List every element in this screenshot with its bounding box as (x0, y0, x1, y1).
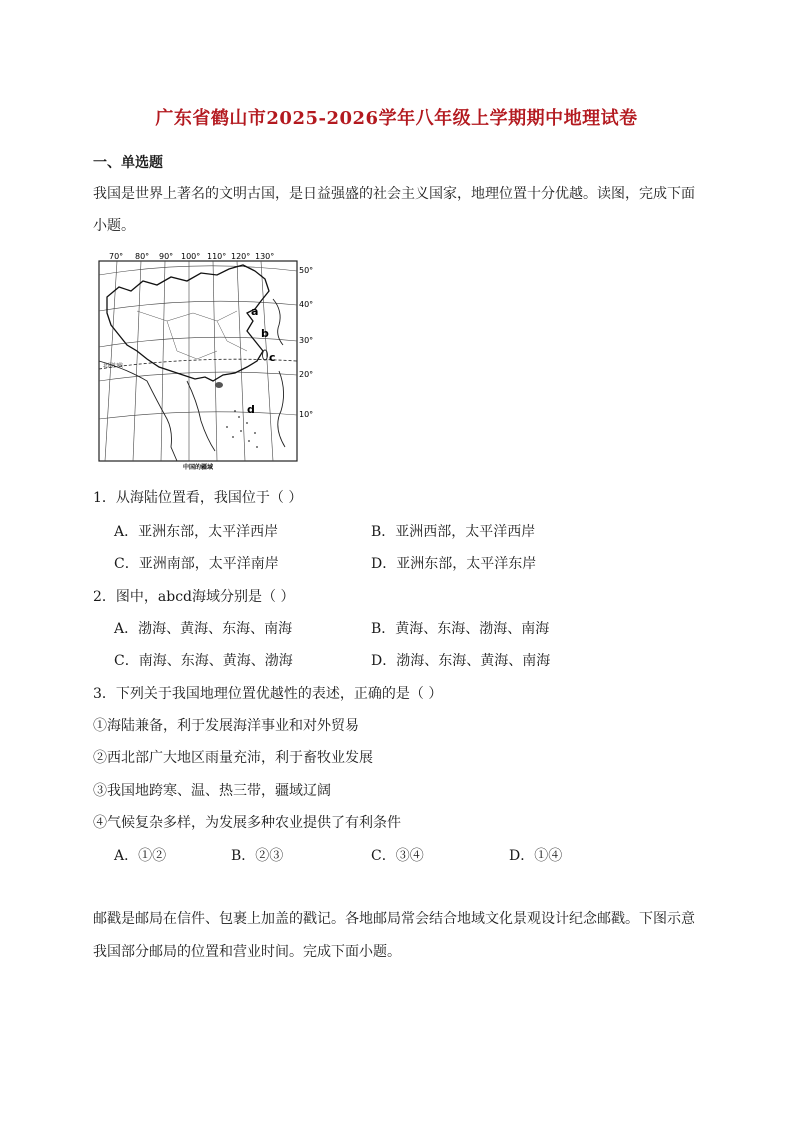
q2-option-b[interactable]: B．黄海、东海、渤海、南海 (371, 621, 550, 637)
q3-option-a[interactable]: A．①② (114, 848, 167, 864)
q1-option-a[interactable]: A．亚洲东部，太平洋西岸 (114, 524, 279, 540)
sea-label-b: b (261, 327, 269, 340)
lat-label: 50° (299, 266, 314, 275)
tropic-label: 北回归线 (103, 363, 124, 369)
lon-label: 110° (207, 252, 227, 261)
lon-label: 130° (255, 252, 275, 261)
sea-label-d: d (247, 403, 255, 416)
question-3-stem: 3．下列关于我国地理位置优越性的表述，正确的是（ ） (93, 686, 443, 702)
china-territory-map (97, 251, 316, 471)
intro-paragraph-2-line: 邮戳是邮局在信件、包裹上加盖的戳记。各地邮局常会结合地域文化景观设计纪念邮戳。下图示意 (93, 911, 695, 927)
hainan-island (215, 382, 223, 388)
lat-label: 30° (299, 336, 314, 345)
intro-paragraph-line: 小题。 (93, 218, 135, 234)
lon-label: 80° (135, 252, 150, 261)
lon-label: 120° (231, 252, 251, 261)
q3-statement-2: ②西北部广大地区雨量充沛，利于畜牧业发展 (93, 750, 373, 766)
q3-option-c[interactable]: C．③④ (371, 848, 424, 864)
intro-paragraph-line: 我国是世界上著名的文明古国，是日益强盛的社会主义国家，地理位置十分优越。读图，完成下面 (93, 186, 695, 202)
lon-label: 90° (159, 252, 174, 261)
q3-option-d[interactable]: D．①④ (509, 848, 563, 864)
intro-paragraph-2-line: 我国部分邮局的位置和营业时间。完成下面小题。 (93, 944, 401, 960)
lon-label: 70° (109, 252, 124, 261)
lat-label: 10° (299, 410, 314, 419)
q3-statement-4: ④气候复杂多样，为发展多种农业提供了有利条件 (93, 815, 401, 831)
q1-option-d[interactable]: D．亚洲东部，太平洋东岸 (371, 556, 537, 572)
q3-statement-3: ③我国地跨寒、温、热三带，疆域辽阔 (93, 783, 331, 799)
lat-label: 20° (299, 370, 314, 379)
q3-statement-1: ①海陆兼备，利于发展海洋事业和对外贸易 (93, 718, 359, 734)
map-caption: 中国的疆域 (183, 464, 214, 471)
sea-label-c: c (269, 351, 276, 364)
q2-option-c[interactable]: C．南海、东海、黄海、渤海 (114, 653, 293, 669)
q2-option-d[interactable]: D．渤海、东海、黄海、南海 (371, 653, 551, 669)
sea-label-a: a (251, 305, 259, 318)
question-2-stem: 2．图中，abcd海域分别是（ ） (93, 589, 295, 605)
q1-option-b[interactable]: B．亚洲西部，太平洋西岸 (371, 524, 536, 540)
q1-option-c[interactable]: C．亚洲南部，太平洋南岸 (114, 556, 279, 572)
q3-option-b[interactable]: B．②③ (231, 848, 284, 864)
lon-label: 100° (181, 252, 201, 261)
exam-title: 广东省鹤山市2025-2026学年八年级上学期期中地理试卷 (155, 108, 638, 129)
lat-label: 40° (299, 300, 314, 309)
q2-option-a[interactable]: A．渤海、黄海、东海、南海 (114, 621, 293, 637)
question-1-stem: 1．从海陆位置看，我国位于（ ） (93, 490, 303, 506)
section-heading: 一、单选题 (93, 155, 163, 171)
